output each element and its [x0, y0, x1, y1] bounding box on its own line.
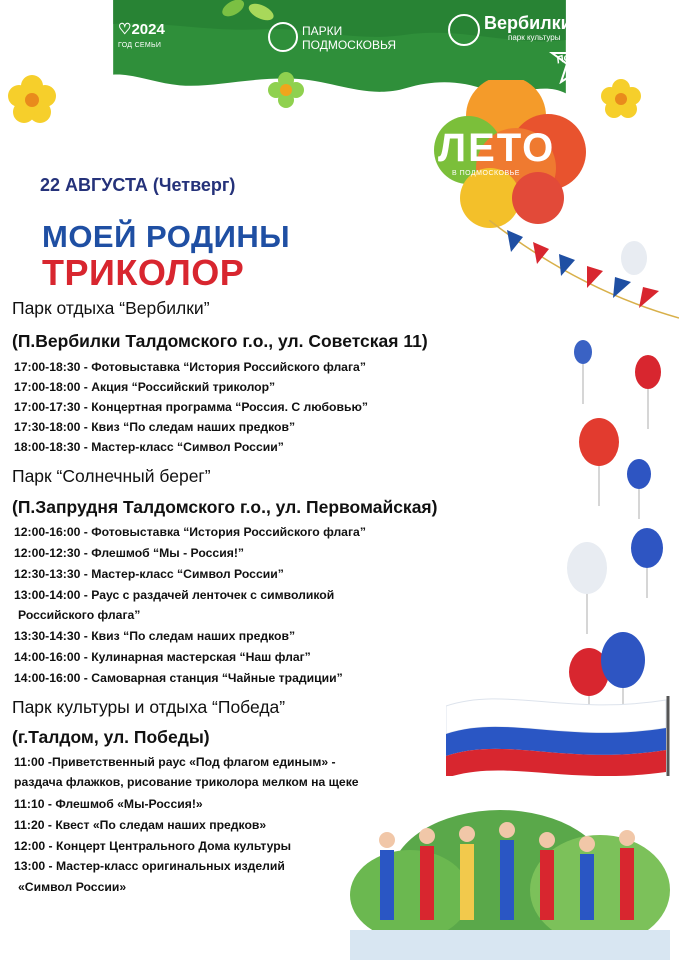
verbilki-emblem-icon — [448, 14, 480, 46]
schedule-item: 14:00-16:00 - Самоварная станция “Чайные традиции” — [14, 671, 343, 685]
solnechny-tree-icon — [618, 8, 668, 64]
schedule-item: 18:00-18:30 - Мастер-класс “Символ России” — [14, 440, 284, 454]
verbilki-logo-name: Вербилки — [484, 13, 572, 33]
mosobpark-logo-line2: ПАРК — [22, 39, 59, 54]
event-date: 22 АВГУСТА (Четверг) — [40, 175, 236, 195]
parks-podmoskovya-logo — [302, 24, 396, 52]
year-2024-label: 2024 — [131, 21, 165, 38]
park-name-verbilki: Парк отдыха “Вербилки” — [12, 298, 210, 318]
balloons-decoration — [559, 230, 679, 710]
mosobpark-logo — [22, 24, 81, 54]
yellow-flower-left-icon — [0, 66, 70, 136]
verbilki-logo-subtitle: парк культуры — [508, 33, 561, 42]
event-title-line2: ТРИКОЛОР — [42, 252, 245, 293]
schedule-item: 17:00-17:30 - Концертная программа “Россия. С любовью” — [14, 400, 368, 414]
mosobpark-logo-line1: МОСОБ> — [22, 24, 82, 39]
schedule-item-continuation: раздача флажков, рисование триколора мелком на щеке — [14, 775, 359, 789]
schedule-item: 17:00-18:30 - Фотовыставка “История Российского флага” — [14, 360, 366, 374]
parks-leaf-icon — [268, 22, 298, 52]
crowd-illustration — [350, 770, 670, 960]
schedule-item: 13:00 - Мастер-класс оригинальных изделий — [14, 859, 285, 873]
schedule-item: 13:30-14:30 - Квиз “По следам наших предков” — [14, 629, 296, 643]
park-name-solnechny: Парк “Солнечный берег” — [12, 466, 211, 486]
park-name-pobeda: Парк культуры и отдыха “Победа” — [12, 697, 286, 717]
schedule-item: 13:00-14:00 - Раус с раздачей ленточек с символикой — [14, 588, 335, 602]
schedule-item: 12:00 - Концерт Центрального Дома культуры — [14, 839, 292, 853]
schedule-item: 11:10 - Флешмоб «Мы-Россия!» — [14, 797, 203, 811]
park-address-solnechny: (П.Запрудня Талдомского г.о., ул. Первомайская) — [12, 497, 438, 517]
russian-flag-illustration — [446, 686, 676, 776]
solnechny-logo: ПАРК «СОЛНЕЧНЫЙ БЕРЕГ» — [608, 66, 678, 72]
schedule-item-continuation: Российского флага” — [18, 608, 141, 622]
leto-badge-subtitle: В ПОДМОСКОВЬЕ — [452, 170, 520, 177]
schedule-item: 14:00-16:00 - Кулинарная мастерская “Наш флаг” — [14, 650, 311, 664]
schedule-item: 11:00 -Приветственный раус «Под флагом единым» - — [14, 755, 336, 769]
schedule-item: 11:20 - Квест «По следам наших предков» — [14, 818, 267, 832]
schedule-item: 12:00-12:30 - Флешмоб “Мы - Россия!” — [14, 546, 244, 560]
year-of-family-label: ГОД СЕМЬИ — [118, 42, 162, 49]
parks-logo-line1: ПАРКИ — [302, 24, 343, 38]
schedule-item-continuation: «Символ России» — [18, 880, 127, 894]
parks-logo-line2: ПОДМОСКОВЬЯ — [302, 38, 397, 52]
schedule-item: 17:30-18:00 - Квиз “По следам наших предков” — [14, 420, 296, 434]
park-address-pobeda: (г.Талдом, ул. Победы) — [12, 727, 210, 747]
leto-badge-title: ЛЕТО — [438, 126, 556, 170]
schedule-item: 12:00-16:00 - Фотовыставка “История Российского флага” — [14, 525, 366, 539]
schedule-item: 12:30-13:30 - Мастер-класс “Символ России” — [14, 567, 284, 581]
year-of-family-logo — [118, 22, 165, 54]
pobeda-logo: Победа — [555, 44, 594, 67]
event-title-line1: МОЕЙ РОДИНЫ — [42, 219, 291, 254]
green-flower-icon — [262, 66, 312, 116]
heart-icon: ♡ — [118, 21, 132, 38]
schedule-item: 17:00-18:00 - Акция “Российский триколор” — [14, 380, 276, 394]
park-address-verbilki: (П.Вербилки Талдомского г.о., ул. Советская 11) — [12, 331, 428, 351]
